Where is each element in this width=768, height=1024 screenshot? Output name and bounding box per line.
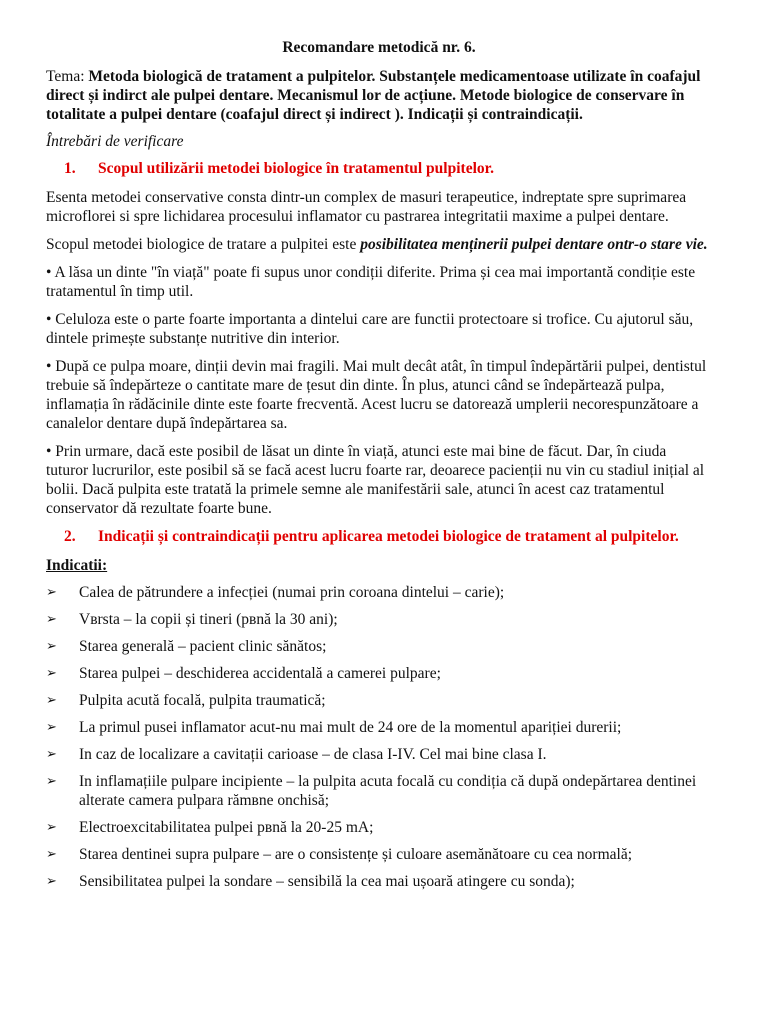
arrow-bullet-icon: ➢: [46, 693, 57, 708]
question-2: [46, 527, 712, 546]
indications-list: [46, 583, 712, 891]
list-item: ➢ Calea de pătrundere a infecției (numai prin coroana dintelui – carie);: [46, 584, 505, 601]
question-number: 1.: [64, 160, 76, 177]
list-item: ➢ Starea dentinei supra pulpare – are o consistențe și culoare asemănătoare cu cea normală;: [46, 846, 633, 863]
list-item: ➢ Starea pulpei – deschiderea accidentală a camerei pulpare;: [46, 665, 441, 682]
document-title: Recomandare metodică nr. 6.: [282, 39, 476, 56]
list-item: ➢ Pulpita acută focală, pulpita traumatică;: [46, 692, 326, 709]
purpose-emphasis: posibilitatea menținerii pulpei dentare ontr-o stare vie.: [360, 236, 708, 253]
arrow-bullet-icon: ➢: [46, 774, 57, 789]
purpose-text: Scopul metodei biologice de tratare a pulpitei este: [46, 236, 361, 253]
arrow-bullet-icon: ➢: [46, 612, 57, 627]
paragraph-bullet-4: • Prin urmare, dacă este posibil de lăsat un dinte în viață, atunci este mai bine de făcut. Dar, în ciuda tuturor lucrurilor, este posibil să se facă acest lucru foarte rar, deoarece pacienții nu vin cu stadiul inițial al bolii. Dacă pulpita este tratată la primele semne ale manifestării sale, atunci în acest caz tratamentul conservator dă rezultate foarte bune.: [46, 443, 705, 517]
verification-questions-heading: Întrebări de verificare: [46, 133, 184, 150]
topic-paragraph: [46, 67, 712, 124]
topic-lead: Tema:: [46, 68, 89, 85]
paragraph-bullet-2: • Celuloza este o parte foarte importanta a dintelui care are functii protectoare si trofice. Cu ajutorul său, dintele primește substanțe nutritive din interior.: [46, 311, 694, 347]
arrow-bullet-icon: ➢: [46, 820, 57, 835]
question-text: Indicații și contraindicații pentru aplicarea metodei biologice de tratament al pulpitelor.: [98, 528, 679, 545]
arrow-bullet-icon: ➢: [46, 639, 57, 654]
question-number: 2.: [64, 528, 76, 545]
paragraph-purpose: [46, 235, 712, 254]
arrow-bullet-icon: ➢: [46, 847, 57, 862]
arrow-bullet-icon: ➢: [46, 747, 57, 762]
paragraph-bullet-3: • După ce pulpa moare, dinții devin mai fragili. Mai mult decât atât, în timpul îndepărtării pulpei, dentistul trebuie să îndepărteze o cantitate mare de țesut din dinte. În plus, atunci când se îndepărtează pulpa, inflamația în rădăcinile dinte este foarte frecventă. Acest lucru se datorează umplerii necorespunzătoare a canalelor dentare după îndepărtarea sa.: [46, 358, 707, 432]
arrow-bullet-icon: ➢: [46, 666, 57, 681]
paragraph-essence: Esenta metodei conservative consta dintr-un complex de masuri terapeutice, indreptate spre suprimarea microflorei si spre lichidarea procesului inflamator cu pastrarea integritatii maxime a pulpei dentare.: [46, 189, 687, 225]
list-item: ➢ Starea generală – pacient clinic sănătos;: [46, 638, 327, 655]
arrow-bullet-icon: ➢: [46, 874, 57, 889]
topic-body: Metoda biologică de tratament a pulpitelor. Substanțele medicamentoase utilizate în coafajul direct și indirct ale pulpei dentare. Mecanismul lor de acțiune. Metode biologice de conservare în totalitate a pulpei dentare (coafajul direct și indirect ). Indicații și contraindicații.: [46, 68, 701, 123]
list-item: ➢ Electroexcitabilitatea pulpei pвnă la 20-25 mA;: [46, 819, 374, 836]
list-item: ➢ La primul pusei inflamator acut-nu mai mult de 24 ore de la momentul apariției durerii;: [46, 719, 622, 736]
list-item: ➢ In inflamațiile pulpare incipiente – la pulpita acuta focală cu condiția că după ondepărtarea dentinei alterate camera pulpara rămвne onchisă;: [46, 773, 697, 809]
question-1: [46, 159, 712, 178]
indications-heading: Indicatii:: [46, 557, 108, 574]
arrow-bullet-icon: ➢: [46, 720, 57, 735]
question-text: Scopul utilizării metodei biologice în tratamentul pulpitelor.: [98, 160, 494, 177]
list-item: ➢ Sensibilitatea pulpei la sondare – sensibilă la cea mai ușoară atingere cu sonda);: [46, 873, 575, 890]
paragraph-bullet-1: • A lăsa un dinte "în viață" poate fi supus unor condiții diferite. Prima și cea mai importantă condiție este tratamentul în timp util.: [46, 264, 696, 300]
arrow-bullet-icon: ➢: [46, 585, 57, 600]
list-item: ➢ Vвrsta – la copii și tineri (pвnă la 30 ani);: [46, 611, 338, 628]
list-item: ➢ In caz de localizare a cavitații carioase – de clasa I-IV. Cel mai bine clasa I.: [46, 746, 547, 763]
